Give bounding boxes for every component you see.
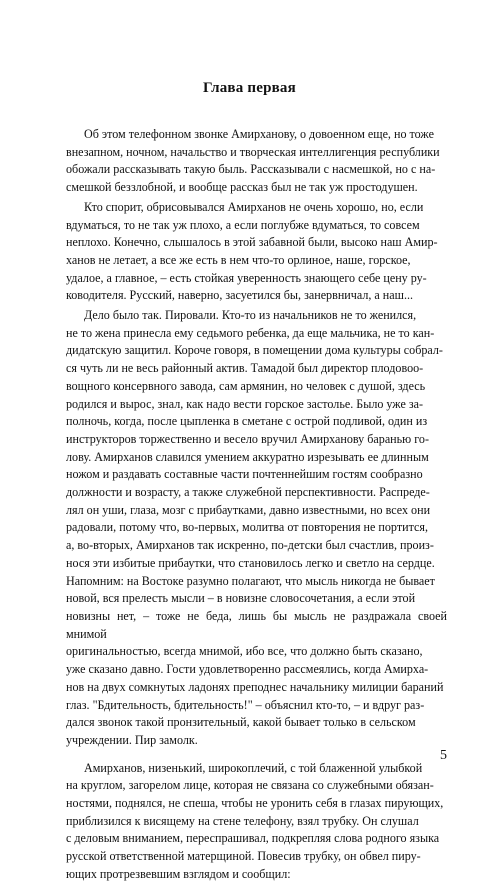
body-text	[66, 126, 447, 884]
paragraph-2: Кто спорит, обрисовывался Амирханов не очень хорошо, но, если вдуматься, то не так уж плохо, а если поглубже вдуматься, то совсем неплохо. Конечно, слышалось в этой забавной были, высоко наш Амир- ханов не летает, а все же есть в нем что-то орлиное, наше, горское, удалое, а главное, – есть стойкая уверенность знающего себе цену ру- ководителя. Русский, наверно, засуетился бы, занервничал, а наш...	[66, 199, 438, 303]
paragraph-3: Дело было так. Пировали. Кто-то из начальников не то женился, не то жена принесла ему седьмого ребенка, да еще мальчика, не то кан- дидатскую защитил. Короче говоря, в помещении дома культуры собрал- ся чуть ли не весь районный актив. Тамадой был директор плодовоо- вощного консервного завода, сам армянин, но человек с душой, здесь родился и вырос, знал, как надо вести горское застолье. Было уже за- полночь, когда, после цыпленка в сметане с острой подливой, один из инструкторов торжественно и весело вручил Амирханову баранью го- лову. Амирханов славился умением аккуратно изрезывать ее длинным ножом и раздавать составные части почтеннейшим гостям сообразно должности и возрасту, а также служебной перспективности. Распреде- лял он уши, глаза, мозг с прибаутками, давно известными, но всех они радовали, потому что, во-первых, молитва от повторения не портится, а, во-вторых, Амирханов так искренно, по-детски был счастлив, произ- нося эти избитые прибаутки, что становилось легко и светло на сердце. Напомним: на Востоке разумно полагают, что мысль никогда не бывает новой, вся прелесть мысли – в новизне словосочетания, а если этой новизны нет, – тоже не беда, лишь бы мысль не раздражала своей мнимой оригинальностью, всегда мнимой, ибо все, что должно быть сказано, уже сказано давно. Гости удовлетворенно рассмеялись, когда Амирха- нов на двух сомкнутых ладонях преподнес начальнику милиции бараний глаз. "Бдительность, бдительность!" – объяснил кто-то, – и вдруг раз- дался звонок такой пронзительный, какой бывает только в сельском учреждении. Пир замолк.	[66, 308, 447, 747]
paragraph-1: Об этом телефонном звонке Амирханову, о довоенном еще, но тоже внезапном, ночном, начальство и творческая интеллигенция республики обожали рассказывать такую быль. Рассказывали с насмешкой, но с на- смешкой беззлобной, и вообще рассказ был не так уж простодушен.	[66, 127, 440, 195]
paragraph-4: Амирханов, низенький, широкоплечий, с той блаженной улыбкой на круглом, загорелом лице, которая не связана со служебными обязан- ностями, поднялся, не спеша, чтобы не уронить себя в глазах пирующих, приблизился к висящему на стене телефону, взял трубку. Он слушал с деловым вниманием, переспрашивал, подкрепляя слова родного языка русской ответственной матерщиной. Повесив трубку, он обвел пиру- ющих протрезвевшим взглядом и сообщил:	[66, 760, 444, 881]
page-number: 5	[440, 748, 447, 763]
chapter-title: Глава первая	[203, 80, 296, 96]
